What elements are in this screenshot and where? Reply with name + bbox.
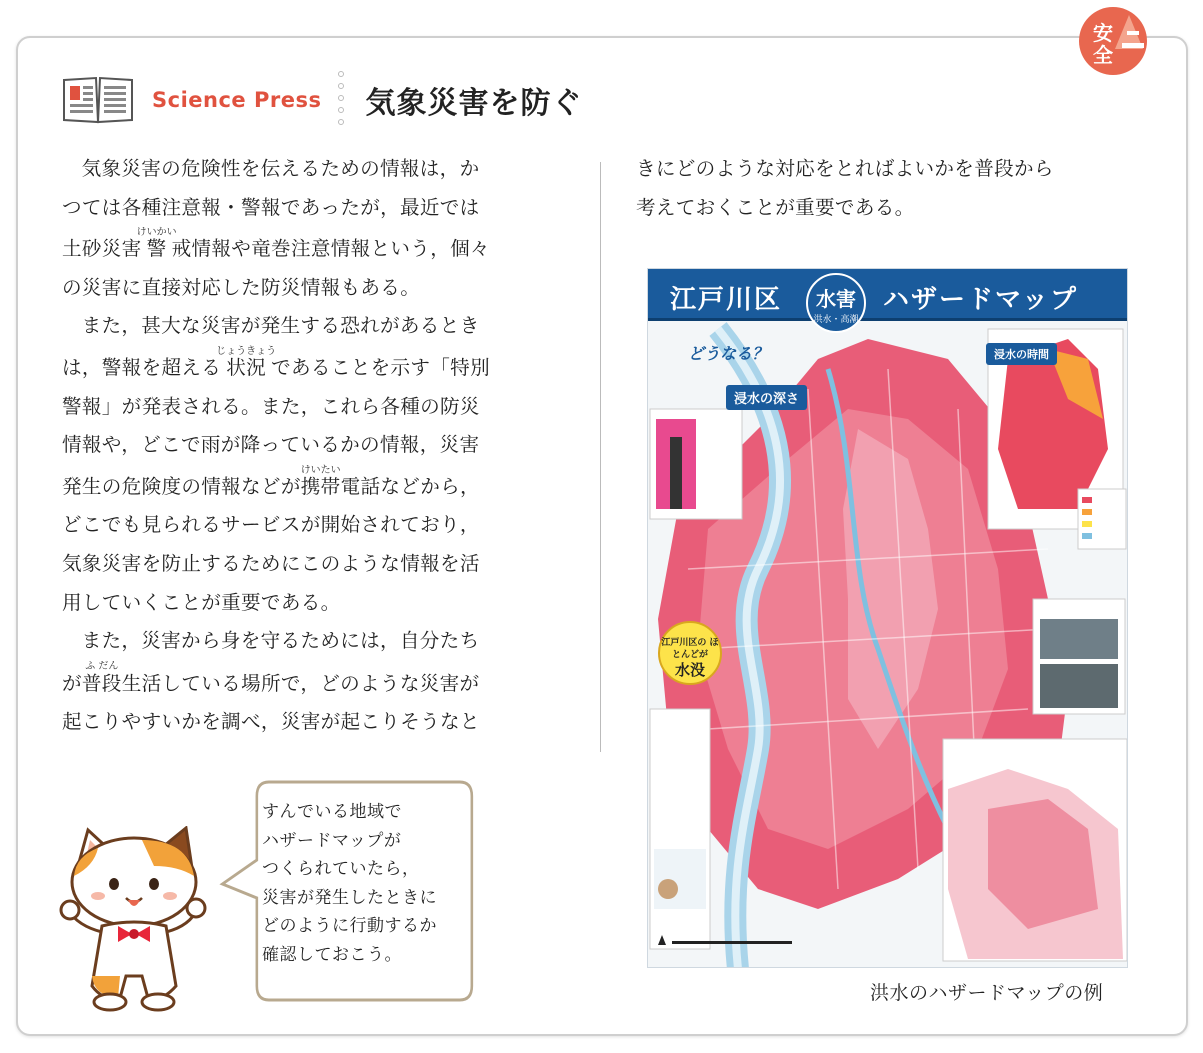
page-title: 気象災害を防ぐ xyxy=(365,86,583,121)
header-divider-dots xyxy=(337,70,345,130)
body-text-left xyxy=(62,150,572,742)
map-title-circle-main: 水害 xyxy=(816,287,856,311)
text-line: 考えておくことが重要である。 xyxy=(636,195,915,219)
text-line: は，警報を超える状況じょうきょうであることを示す「特別 xyxy=(62,345,490,379)
map-caption: 洪水のハザードマップの例 xyxy=(870,982,1104,1004)
speech-line: どのように行動するか xyxy=(262,916,437,936)
open-book-icon xyxy=(62,74,134,126)
map-question: どうなる？ xyxy=(688,344,769,363)
text-line: 発生の危険度の情報などが携帯けいたい電話などから， xyxy=(62,464,480,498)
hazard-map-graphic xyxy=(648,269,1128,968)
cat-mascot-icon xyxy=(58,826,208,1016)
text-line: きにどのような対応をとればよいかを普段から xyxy=(636,157,1054,180)
safety-badge-label: 安 全 xyxy=(1093,21,1113,67)
hazard-map-image xyxy=(647,268,1128,968)
text-line: 気象災害を防止するためにこのような情報を活 xyxy=(62,551,480,575)
speech-bubble-text xyxy=(262,798,487,969)
text-line: 用していくことが重要である。 xyxy=(62,590,341,614)
text-line: 土砂災害警けいかい戒情報や竜巻注意情報という，個々 xyxy=(62,227,490,261)
speech-line: つくられていたら， xyxy=(262,859,420,879)
brand-label: Science Press xyxy=(152,88,322,112)
body-text-right xyxy=(636,150,1156,227)
text-line: どこでも見られるサービスが開始されており， xyxy=(62,513,480,537)
map-bubble-small: 江戸川区の ほとんどが xyxy=(661,638,719,660)
text-line: つては各種注意報・警報であったが，最近では xyxy=(62,195,480,219)
text-line: 警報」が発表される。また，これら各種の防災 xyxy=(62,394,480,418)
speech-line: 災害が発生したときに xyxy=(262,887,437,908)
text-line: 情報や，どこで雨が降っているかの情報，災害 xyxy=(62,433,480,457)
speech-line: すんでいる地域で xyxy=(262,802,402,822)
column-divider xyxy=(600,162,601,752)
text-line: 気象災害の危険性を伝えるための情報は，か xyxy=(81,157,480,180)
text-line: が普段ふ だん生活している場所で，どのような災害が xyxy=(62,660,480,695)
map-title-circle-sub: 洪水・高潮 xyxy=(813,315,859,325)
section-header xyxy=(62,72,582,128)
map-label-time: 浸水の時間 xyxy=(986,343,1057,365)
text-line: また，甚大な災害が発生する恐れがあるとき xyxy=(81,314,480,338)
map-title-circle xyxy=(806,273,866,333)
map-title-left: 江戸川区 xyxy=(670,285,783,315)
map-title-bar xyxy=(648,269,1128,321)
speech-line: ハザードマップが xyxy=(262,830,402,851)
map-title-right: ハザードマップ xyxy=(883,285,1078,315)
text-line: の災害に直接対応した防災情報もある。 xyxy=(62,275,421,299)
map-bubble-big: 水没 xyxy=(674,661,705,679)
map-bubble xyxy=(658,621,722,685)
text-line: また，災害から身を守るためには，自分たち xyxy=(81,629,480,653)
speech-line: 確認しておこう。 xyxy=(262,944,402,965)
text-line: 起こりやすいかを調べ，災害が起こりそうなと xyxy=(62,710,480,734)
map-label-depth: 浸水の深さ xyxy=(726,385,807,410)
